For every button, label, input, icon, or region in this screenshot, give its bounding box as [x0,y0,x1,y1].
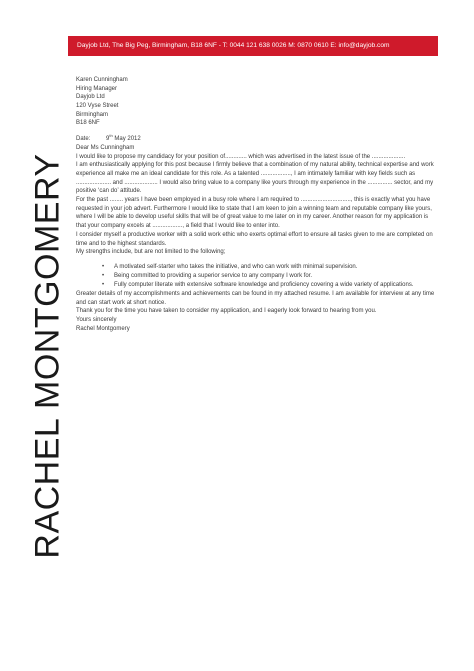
date-label: Date: [76,136,91,143]
recipient-line: B18 6NF [76,120,100,127]
date-value [106,135,141,144]
strength-item: • Being committed to providing a superior service to any company I work for. [76,272,438,281]
recipient-line: Hiring Manager [76,85,118,92]
contact-header-bar [68,36,438,56]
date-suffix: th [109,133,113,139]
date-rest: May 2012 [112,136,141,143]
recipient-address [76,76,438,128]
applicant-name-vertical: RACHEL MONTGOMERY [28,153,67,559]
strength-item: • Fully computer literate with extensive software knowledge and proficiency covering a wide variety of applications. [76,281,438,290]
strength-item: • A motivated self-starter who takes the initiative, and who can work with minimal supervision. [76,263,438,272]
recipient-line: 120 Vyse Street [76,103,119,110]
salutation: Dear Ms Cunningham [76,144,135,151]
signature-name: Rachel Montgomery [76,325,130,332]
strengths-list [76,263,438,290]
letter-body [76,76,438,334]
closing: Yours sincerely [76,317,117,324]
recipient-line: Dayjob Ltd [76,94,105,101]
paragraph-work-ethic: I consider myself a productive worker with a solid work ethic who exerts optimal effort to ensure all tasks given to me are completed on time and to the highest standards. [76,231,433,247]
paragraph-strengths-intro: My strengths include, but are not limited to the following; [76,249,226,256]
paragraph-experience: For the past ........ years I have been employed in a busy role where I am required to .............................., this is exactly what you have requested in your job advert. Furthermore I would like to state that I am keen to join a winning team and reputable company like yours, where I will be able to develop useful skills that will be of great value to me later on in my career. Another reason for my application is that your company excels at .................., a field that I would like to enter into. [76,197,432,230]
paragraph-motivation: I am enthusiastically applying for this post because I firmly believe that a combination of my natural ability, technical expertise and work experience all make me an ideal candidate for this role. As a talented .................., I am intimately familiar with key fields such as ..................... and .................... I would also bring value to a company like yours through my experience in the ............... sector, and my positive ‘can do’ attitude. [76,162,434,195]
letter-date [76,135,438,144]
paragraph-position: I would like to propose my candidacy for your position of............. which was advertised in the latest issue of the .................... [76,153,406,160]
paragraph-resume: Greater details of my accomplishments and achievements can be found in my attached resume. I am available for interview at any time and can start work at short notice. [76,291,435,306]
recipient-line: Karen Cunningham [76,77,128,83]
contact-details: Dayjob Ltd, The Big Peg, Birmingham, B18 6NF - T: 0044 121 638 0026 M: 0870 0610 E: info@dayjob.com [77,42,390,49]
paragraph-thanks: Thank you for the time you have taken to consider my application, and I eagerly look forward to hearing from you. [76,308,377,315]
date-day: 9 [106,136,110,143]
recipient-line: Birmingham [76,111,109,118]
